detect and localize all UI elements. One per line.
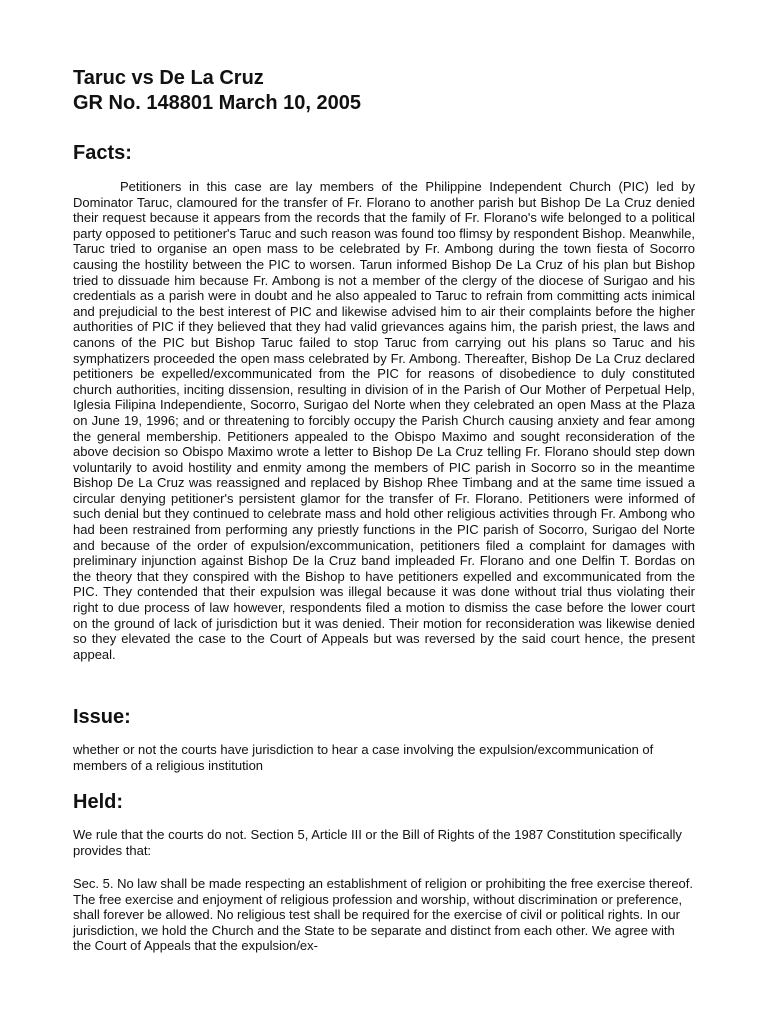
facts-paragraph: Petitioners in this case are lay members of the Philippine Independent Church (PIC) led by Dominator Taruc, clamoured for the transfer of Fr. Florano to another parish but Bishop De La Cruz denied their request because it appears from the records that the family of Fr. Florano's wife belonged to a political party opposed to petitioner's Taruc and such reason was found too flimsy by respondent Bishop. Meanwhile, Taruc tried to organise an open mass to be celebrated by Fr. Ambong during the town fiesta of Socorro causing the hostility between the PIC to worsen. Tarun informed Bishop De La Cruz of his plan but Bishop tried to dissuade him because Fr. Ambong is not a member of the clergy of the diocese of Surigao and his credentials as a parish were in doubt and he also appealed to Taruc to refrain from committing acts inimical and prejudicial to the best interest of PIC and likewise advised him to air their complaints before the higher authorities of PIC if they believed that they had valid grievances agains him, the parish priest, the laws and canons of the PIC but Bishop Taruc failed to stop Taruc from carrying out his plans so Taruc and his symphatizers proceeded the open mass celebrated by Fr. Ambong. Thereafter, Bishop De La Cruz declared petitioners be expelled/excommunicated from the PIC for reasons of disobedience to duly constituted church authorities, inciting dissension, resulting in division of in the Parish of Our Mother of Perpetual Help, Iglesia Filipina Independiente, Socorro, Surigao del Norte when they celebrated an open Mass at the Plaza on June 19, 1996; and or threatening to forcibly occupy the Parish Church causing anxiety and fear among the general membership. Petitioners appealed to the Obispo Maximo and sought reconsideration of the above decision so Obispo Maximo wrote a letter to Bishop De La Cruz telling Fr. Florano should step down voluntarily to avoid hostility and enmity among the members of PIC parish in Socorro so in the meantime Bishop De La Cruz was reassigned and replaced by Bishop Rhee Timbang and at the same time issued a circular denying petitioner's persistent glamor for the transfer of Fr. Florano. Petitioners were informed of such denial but they continued to celebrate mass and hold other religious activities through Fr. Ambong who had been restrained from performing any priestly functions in the PIC parish of Socorro, Surigao del Norte and because of the order of expulsion/excommunication, petitioners filed a complaint for damages with preliminary injunction against Bishop De la Cruz band impleaded Fr. Florano and one Delfin T. Bordas on the theory that they conspired with the Bishop to have petitioners expelled and excommunicated from the PIC. They contended that their expulsion was illegal because it was done without trial thus violating their right to due process of law however, respondents filed a motion to dismiss the case before the lower court on the ground of lack of jurisdiction but it was denied. Their motion for reconsideration was likewise denied so they elevated the case to the Court of Appeals but was reversed by the said court hence, the present appeal. xyxy=(73,179,695,662)
case-title xyxy=(73,66,361,116)
issue-paragraph: whether or not the courts have jurisdiction to hear a case involving the expulsion/excommunication of members of a religious institution xyxy=(73,742,654,773)
case-title-name: Taruc vs De La Cruz xyxy=(73,67,264,89)
held-heading: Held: xyxy=(73,791,123,813)
held-paragraph-intro: We rule that the courts do not. Section 5, Article III or the Bill of Rights of the 1987 Constitution specifically provides that: xyxy=(73,827,682,858)
held-paragraph-provision: Sec. 5. No law shall be made respecting an establishment of religion or prohibiting the free exercise thereof. The free exercise and enjoyment of religious profession and worship, without discrimination or preference, shall forever be allowed. No religious test shall be required for the exercise of civil or political rights. In our jurisdiction, we hold the Church and the State to be separate and distinct from each other. We agree with the Court of Appeals that the expulsion/ex- xyxy=(73,876,694,954)
case-title-gr-number: GR No. 148801 March 10, 2005 xyxy=(73,92,361,114)
facts-heading: Facts: xyxy=(73,142,132,164)
issue-heading: Issue: xyxy=(73,706,131,728)
